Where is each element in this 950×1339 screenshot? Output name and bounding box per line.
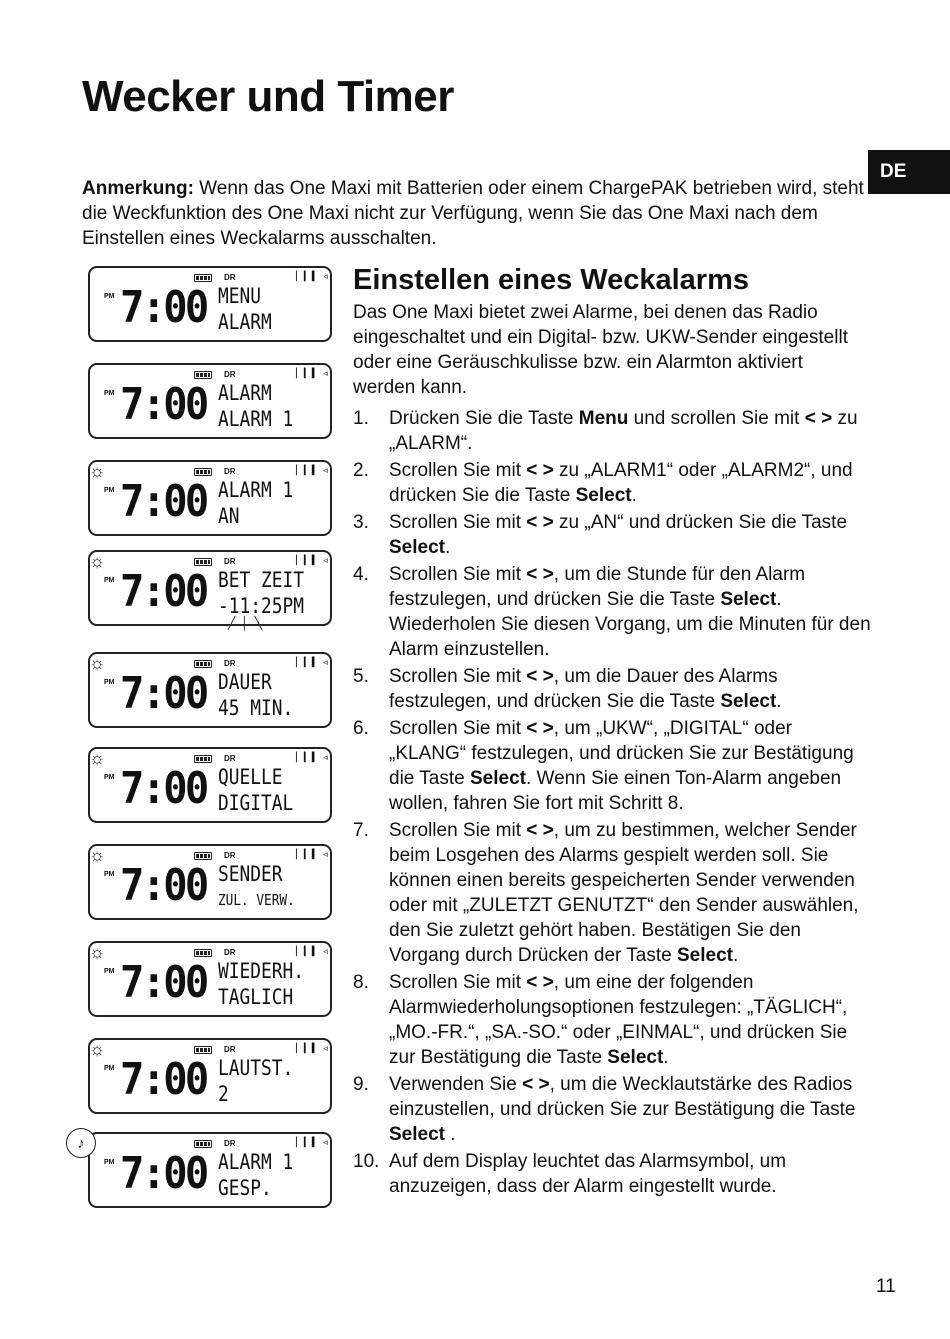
lcd-line-2: ALARM 1 <box>218 407 294 431</box>
lcd-line-2: -11:25PM <box>218 594 304 618</box>
lcd-line-2: 45 MIN. <box>218 696 294 720</box>
step-number: 1. <box>353 408 369 429</box>
alarm-sun-icon: ☼ <box>88 551 106 571</box>
lcd-line-1: SENDER <box>218 862 283 886</box>
lcd-line-2: AN <box>218 504 240 528</box>
step-key-label: < > <box>522 1074 550 1095</box>
signal-speaker-icon: ▏▎▍ ◃ <box>296 271 329 281</box>
lcd-time: 7:00 <box>120 668 207 719</box>
dr-indicator: DR <box>224 557 236 566</box>
step-key-label: < > <box>526 512 554 533</box>
battery-icon <box>194 755 212 763</box>
step-number: 2. <box>353 460 369 481</box>
step-text: , um eine der folgenden Alarmwiederholungsoptionen festzulegen: „TÄGLICH“, „MO.-FR.“, „SA.-SO.“ oder „EINMAL“, und drücken Sie zur Bestätigung die Taste <box>389 972 848 1068</box>
lcd-time: 7:00 <box>120 282 207 333</box>
step-text: Verwenden Sie <box>389 1074 523 1095</box>
step-text: , um zu bestimmen, welcher Sender beim Losgehen des Alarms gespielt werden soll. Sie können einen bereits gespeicherten Sender verwenden oder mit „ZULETZT GENUTZT“ den Sender auswählen, den Sie zuletzt gehört haben. Bestätigen Sie den Vorgang durch Drücken der Taste <box>389 820 859 966</box>
alarm-sun-icon: ☼ <box>88 653 106 673</box>
lcd-screen <box>88 844 332 920</box>
step-key-label: Select <box>677 945 733 966</box>
step-item <box>353 458 873 508</box>
lcd-display <box>60 266 340 340</box>
pm-indicator: PM <box>104 293 115 300</box>
lcd-line-1: QUELLE <box>218 765 283 789</box>
lcd-screen <box>88 363 332 439</box>
signal-speaker-icon: ▏▎▍ ◃ <box>296 946 329 956</box>
dr-indicator: DR <box>224 273 236 282</box>
pm-indicator: PM <box>104 1065 115 1072</box>
step-key-label: Select <box>469 768 526 789</box>
step-text: Scrollen Sie mit <box>389 666 527 687</box>
lcd-line-1: ALARM 1 <box>218 478 294 502</box>
lcd-screen <box>88 747 332 823</box>
step-item <box>353 716 873 816</box>
step-number: 7. <box>353 820 369 841</box>
step-text: zu „ALARM“. <box>389 408 858 454</box>
step-item <box>353 664 873 714</box>
language-tab: DE <box>868 150 950 194</box>
dr-indicator: DR <box>224 754 236 763</box>
step-number: 9. <box>353 1074 369 1095</box>
lcd-line-2: 2 <box>218 1082 229 1106</box>
battery-icon <box>194 660 212 668</box>
dr-indicator: DR <box>224 851 236 860</box>
step-key-label: Menu <box>578 408 629 429</box>
signal-speaker-icon: ▏▎▍ ◃ <box>296 368 329 378</box>
lcd-line-1: MENU <box>218 284 261 308</box>
battery-icon <box>194 1140 212 1148</box>
lcd-line-1: BET ZEIT <box>218 568 304 592</box>
lcd-line-2: GESP. <box>218 1176 272 1200</box>
step-key-label: < > <box>526 666 554 687</box>
signal-speaker-icon: ▏▎▍ ◃ <box>296 752 329 762</box>
step-item <box>353 510 873 560</box>
lcd-time: 7:00 <box>120 476 207 527</box>
dr-indicator: DR <box>224 1139 236 1148</box>
lcd-time: 7:00 <box>120 860 207 911</box>
step-key-label: Select <box>720 589 777 610</box>
battery-icon <box>194 558 212 566</box>
step-text: , um „UKW“, „DIGITAL“ oder „KLANG“ festzulegen, und drücken Sie zur Bestätigung die Taste <box>389 718 854 789</box>
step-number: 6. <box>353 718 369 739</box>
step-text: . <box>732 945 739 966</box>
step-text: . Wenn Sie einen Ton-Alarm angeben wollen, fahren Sie fort mit Schritt 8. <box>389 768 842 814</box>
step-text: . <box>663 1047 669 1068</box>
step-key-label: < > <box>526 460 554 481</box>
step-key-label: < > <box>526 972 554 993</box>
battery-icon <box>194 468 212 476</box>
step-item <box>353 970 873 1070</box>
step-text: Scrollen Sie mit <box>389 718 527 739</box>
signal-speaker-icon: ▏▎▍ ◃ <box>296 657 329 667</box>
lcd-display <box>60 363 340 437</box>
note-label: Anmerkung: <box>82 178 194 199</box>
lcd-screen <box>88 652 332 728</box>
step-item <box>353 562 873 662</box>
step-key-label: < > <box>526 564 554 585</box>
lcd-display <box>60 747 340 821</box>
lcd-line-2: TAGLICH <box>218 985 294 1009</box>
battery-icon <box>194 371 212 379</box>
dr-indicator: DR <box>224 659 236 668</box>
pm-indicator: PM <box>104 679 115 686</box>
step-text: zu „AN“ und drücken Sie die Taste <box>553 512 848 533</box>
step-text: , um die Wecklautstärke des Radios einzustellen, und drücken Sie zur Bestätigung die Taste <box>389 1074 856 1120</box>
lcd-screen <box>88 1038 332 1114</box>
lcd-line-1: WIEDERH. <box>218 959 304 983</box>
signal-speaker-icon: ▏▎▍ ◃ <box>296 849 329 859</box>
lcd-time: 7:00 <box>120 957 207 1008</box>
battery-icon <box>194 949 212 957</box>
step-item <box>353 406 873 456</box>
lcd-screen <box>88 1132 332 1208</box>
lcd-display <box>60 941 340 1015</box>
step-text: Auf dem Display leuchtet das Alarmsymbol, um anzuzeigen, dass der Alarm eingestellt wurde. <box>389 1151 787 1197</box>
step-text: . Wiederholen Sie diesen Vorgang, um die Minuten für den Alarm einzustellen. <box>389 589 871 660</box>
battery-icon <box>194 274 212 282</box>
step-text: . <box>444 1124 456 1145</box>
section-heading: Einstellen eines Weckalarms <box>353 264 750 296</box>
pm-indicator: PM <box>104 390 115 397</box>
step-text: , um die Dauer des Alarms festzulegen, und drücken Sie die Taste <box>389 666 778 712</box>
alarm-sun-icon: ☼ <box>88 942 106 962</box>
alarm-sun-icon: ☼ <box>88 845 106 865</box>
dr-indicator: DR <box>224 948 236 957</box>
step-text: . <box>444 537 451 558</box>
lcd-display <box>60 844 340 918</box>
step-item <box>353 818 873 968</box>
lcd-line-1: LAUTST. <box>218 1056 294 1080</box>
lcd-display <box>60 460 340 534</box>
step-number: 3. <box>353 512 369 533</box>
pm-indicator: PM <box>104 871 115 878</box>
alarm-sun-icon: ☼ <box>88 748 106 768</box>
step-number: 4. <box>353 564 369 585</box>
pm-indicator: PM <box>104 577 115 584</box>
pm-indicator: PM <box>104 774 115 781</box>
step-key-label: Select <box>575 485 632 506</box>
page-title: Wecker und Timer <box>82 72 454 121</box>
lcd-time: 7:00 <box>120 1148 207 1199</box>
lcd-line-1: ALARM 1 <box>218 1150 294 1174</box>
instructions-section <box>353 262 873 1201</box>
lcd-display <box>60 652 340 726</box>
step-text: zu „ALARM1“ oder „ALARM2“, und drücken Sie die Taste <box>389 460 853 506</box>
step-item <box>353 1072 873 1147</box>
page-number: 11 <box>876 1276 896 1297</box>
step-text: . <box>776 691 782 712</box>
blink-marks-icon: ╱│╲ <box>228 616 268 630</box>
lcd-time: 7:00 <box>120 379 207 430</box>
step-text: und scrollen Sie mit <box>628 408 805 429</box>
pm-indicator: PM <box>104 487 115 494</box>
step-key-label: Select <box>607 1047 664 1068</box>
step-key-label: Select <box>389 537 445 558</box>
lcd-line-1: DAUER <box>218 670 272 694</box>
note-text: Wenn das One Maxi mit Batterien oder einem ChargePAK betrieben wird, steht die Weckfunktion des One Maxi nicht zur Verfügung, wenn Sie das One Maxi nach dem Einstellen eines Weckalarms ausschalten. <box>82 178 864 249</box>
lcd-line-2: ZUL. VERW. <box>218 891 295 909</box>
dr-indicator: DR <box>224 1045 236 1054</box>
step-key-label: Select <box>389 1124 445 1145</box>
lcd-time: 7:00 <box>120 763 207 814</box>
step-number: 5. <box>353 666 369 687</box>
alarm-sun-icon: ☼ <box>88 461 106 481</box>
step-text: Scrollen Sie mit <box>389 564 527 585</box>
section-intro: Das One Maxi bietet zwei Alarme, bei denen das Radio eingeschaltet und ein Digital- bzw. UKW-Sender eingestellt oder eine Geräuschkulisse bzw. ein Alarmton aktiviert werden kann. <box>353 302 848 398</box>
lcd-time: 7:00 <box>120 566 207 617</box>
step-key-label: < > <box>526 718 554 739</box>
lcd-display <box>60 550 340 630</box>
step-item <box>353 1149 873 1199</box>
step-text: . <box>631 485 637 506</box>
lcd-screen <box>88 941 332 1017</box>
step-key-label: Select <box>720 691 777 712</box>
step-key-label: < > <box>804 408 833 429</box>
lcd-display <box>60 1132 340 1206</box>
lcd-line-1: ALARM <box>218 381 272 405</box>
lcd-screen <box>88 550 332 626</box>
note-paragraph <box>82 176 872 251</box>
dr-indicator: DR <box>224 370 236 379</box>
lcd-display <box>60 1038 340 1112</box>
signal-speaker-icon: ▏▎▍ ◃ <box>296 1043 329 1053</box>
step-text: Scrollen Sie mit <box>389 512 527 533</box>
battery-icon <box>194 1046 212 1054</box>
alarm-bell-icon: ♪ <box>66 1128 96 1158</box>
alarm-sun-icon: ☼ <box>88 1039 106 1059</box>
battery-icon <box>194 852 212 860</box>
dr-indicator: DR <box>224 467 236 476</box>
lcd-screen <box>88 460 332 536</box>
step-number: 10. <box>353 1151 380 1172</box>
lcd-time: 7:00 <box>120 1054 207 1105</box>
steps-list <box>353 406 873 1199</box>
lcd-line-2: ALARM <box>218 310 272 334</box>
lcd-line-2: DIGITAL <box>218 791 294 815</box>
step-text: Scrollen Sie mit <box>389 460 527 481</box>
lcd-screen <box>88 266 332 342</box>
signal-speaker-icon: ▏▎▍ ◃ <box>296 555 329 565</box>
step-text: , um die Stunde für den Alarm festzulegen, und drücken Sie die Taste <box>389 564 806 610</box>
step-text: Scrollen Sie mit <box>389 820 527 841</box>
pm-indicator: PM <box>104 968 115 975</box>
step-text: Drücken Sie die Taste <box>389 408 579 429</box>
pm-indicator: PM <box>104 1159 115 1166</box>
step-number: 8. <box>353 972 369 993</box>
step-key-label: < > <box>526 820 554 841</box>
signal-speaker-icon: ▏▎▍ ◃ <box>296 1137 329 1147</box>
step-text: Scrollen Sie mit <box>389 972 527 993</box>
signal-speaker-icon: ▏▎▍ ◃ <box>296 465 329 475</box>
